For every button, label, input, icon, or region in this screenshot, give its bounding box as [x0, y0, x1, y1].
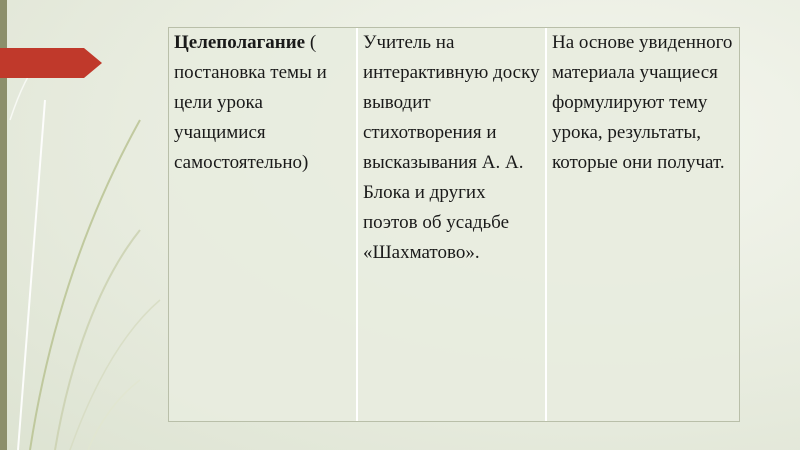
student-action-cell — [546, 28, 739, 421]
teacher-action-text: Учитель на интерактивную доску выводит стихотворения и высказывания А. А. Блока и других поэтов об усадьбе «Шахматово». — [363, 32, 540, 263]
goal-title: Целеполагание — [174, 32, 306, 53]
student-action-text: На основе увиденного материала учащиеся формулируют тему урока, результаты, которые они получат. — [552, 32, 733, 173]
content-table — [168, 27, 740, 422]
goal-cell — [169, 28, 357, 421]
goal-description: ( постановка темы и цели урока учащимися самостоятельно) — [174, 32, 327, 173]
table-row — [169, 28, 739, 421]
teacher-action-cell — [357, 28, 546, 421]
red-arrow-shape — [0, 48, 102, 78]
lesson-table — [169, 28, 739, 421]
